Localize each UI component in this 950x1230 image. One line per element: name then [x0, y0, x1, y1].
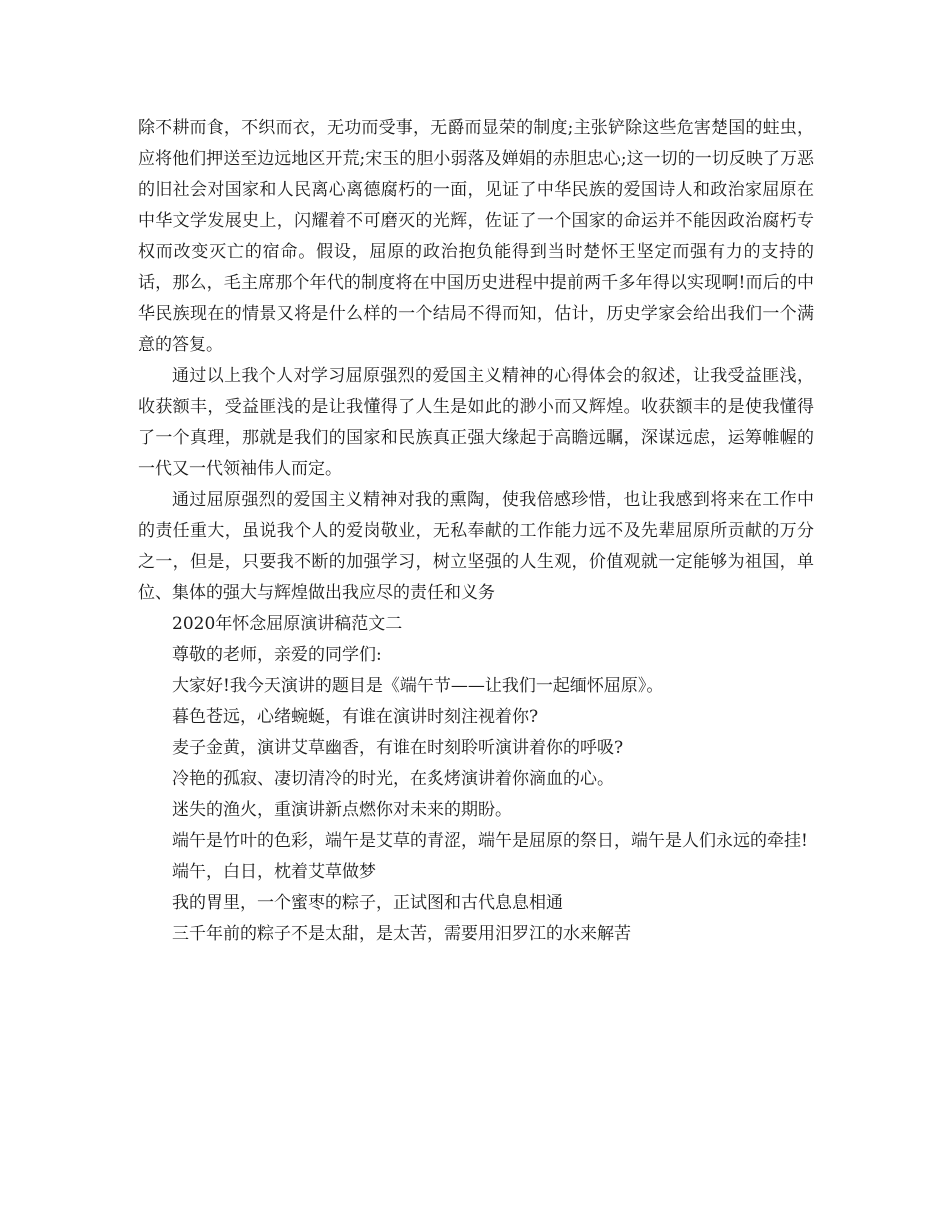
poem-line-3: 三千年前的粽子不是太甜，是太苦，需要用汨罗江的水来解苦: [172, 924, 631, 944]
section-title: 2020年怀念屈原演讲稿范文二: [172, 614, 403, 634]
speech-line-3: 冷艳的孤寂、凄切清冷的时光，在炙烤演讲着你滴血的心。: [172, 769, 614, 789]
speech-line-1: 暮色苍远，心绪蜿蜒，有谁在演讲时刻注视着你?: [172, 707, 539, 727]
paragraph-1: 除不耕而食，不织而衣，无功而受事，无爵而显荣的制度;主张铲除这些危害楚国的蛀虫，应将他们押送至边远地区开荒;宋玉的胆小弱落及婵娟的赤胆忠心;这一切的一切反映了万恶的旧社会对国家和人民离心离德腐朽的一面，见证了中华民族的爱国诗人和政治家屈原在中华文学发展史上，闪耀着不可磨灭的光辉，佐证了一个国家的命运并不能因政治腐朽专权而改变灭亡的宿命。假设，屈原的政治抱负能得到当时楚怀王坚定而强有力的支持的话，那么，毛主席那个年代的制度将在中国历史进程中提前两千多年得以实现啊!而后的中华民族现在的情景又将是什么样的一个结局不得而知，估计，历史学家会给出我们一个满意的答复。: [138, 118, 814, 355]
paragraph-2: 通过以上我个人对学习屈原强烈的爱国主义精神的心得体会的叙述，让我受益匪浅，收获额丰，受益匪浅的是让我懂得了人生是如此的渺小而又辉煌。收获额丰的是使我懂得了一个真理，那就是我们的国家和民族真正强大缘起于高瞻远瞩，深谋远虑，运筹帷幄的一代又一代领袖伟人而定。: [138, 366, 814, 479]
paragraph-3: 通过屈原强烈的爱国主义精神对我的熏陶，使我倍感珍惜，也让我感到将来在工作中的责任重大，虽说我个人的爱岗敬业，无私奉献的工作能力远不及先辈屈原所贡献的万分之一，但是，只要我不断的加强学习，树立坚强的人生观，价值观就一定能够为祖国，单位、集体的强大与辉煌做出我应尽的责任和义务: [138, 490, 814, 603]
salutation: 尊敬的老师，亲爱的同学们:: [172, 645, 382, 665]
speech-line-5: 端午是竹叶的色彩，端午是艾草的青涩，端午是屈原的祭日，端午是人们永远的牵挂!: [172, 831, 808, 851]
speech-intro: 大家好!我今天演讲的题目是《端午节——让我们一起缅怀屈原》。: [172, 676, 664, 696]
speech-line-4: 迷失的渔火，重演讲新点燃你对未来的期盼。: [172, 800, 512, 820]
speech-line-2: 麦子金黄，演讲艾草幽香，有谁在时刻聆听演讲着你的呼吸?: [172, 738, 624, 758]
document-body: [138, 113, 814, 950]
poem-line-2: 我的胃里，一个蜜枣的粽子，正试图和古代息息相通: [172, 893, 563, 913]
poem-line-1: 端午，白日，枕着艾草做梦: [172, 862, 376, 882]
